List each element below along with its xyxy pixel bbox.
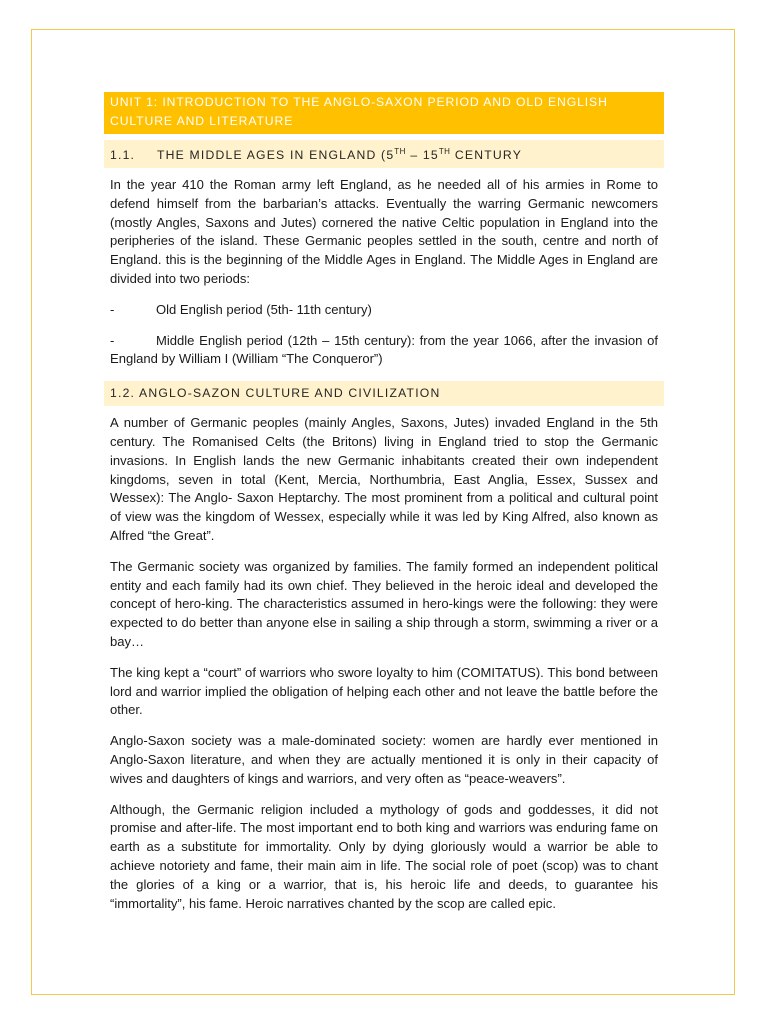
- section-number: 1.1.: [110, 148, 136, 162]
- document-body: [104, 92, 664, 925]
- bullet-dash: -: [110, 301, 115, 317]
- paragraph: The king kept a “court” of warriors who swore loyalty to him (COMITATUS). This bond between lord and warrior implied the obligation of helping each other and not leave the battle before the other.: [110, 664, 658, 718]
- section-title-part: THE MIDDLE AGES IN ENGLAND (5: [157, 148, 395, 162]
- bullet-dash: -: [110, 332, 115, 348]
- section-heading-1-2: 1.2. ANGLO-SAZON CULTURE AND CIVILIZATION: [104, 381, 664, 406]
- paragraph: A number of Germanic peoples (mainly Angles, Saxons, Jutes) invaded England in the 5th century. The Romanised Celts (the Britons) living in England tried to stop the Germanic invasions. In English lands the new Germanic inhabitants created their own independent kingdoms, seven in total (Kent, Mercia, Northumbria, East Anglia, Essex, Sussex and Wessex): The Anglo- Saxon Heptarchy. The most prominent from a political and cultural point of view was the kingdom of Wessex, especially while it was led by King Alfred, also known as Alfred “the Great”.: [110, 415, 658, 543]
- superscript: TH: [438, 147, 451, 156]
- paragraph: In the year 410 the Roman army left England, as he needed all of his armies in Rome to defend himself from the barbarian’s attacks. Eventually the warring Germanic newcomers (mostly Angles, Saxons and Jutes) cornered the native Celtic population in England into the peripheries of the island. These Germanic peoples settled in the south, centre and north of England. this is the beginning of the Middle Ages in England. The Middle Ages in England are divided into two periods:: [110, 177, 658, 286]
- list-item-text: Middle English period (12th – 15th century): from the year 1066, after the invasion of England by William I (William “The Conqueror”): [110, 332, 658, 367]
- section-title-part: – 15: [405, 148, 439, 162]
- unit-title: UNIT 1: INTRODUCTION TO THE ANGLO-SAXON PERIOD AND OLD ENGLISH CULTURE AND LITERATURE: [104, 92, 664, 134]
- paragraph: The Germanic society was organized by families. The family formed an independent political entity and each family had its own chief. They believed in the heroic ideal and developed the concept of hero-king. The characteristics assumed in hero-kings were the following: they were expected to do better than anyone else in sailing a ship through a storm, swimming a river or a bay…: [110, 558, 658, 649]
- section-title-part: CENTURY: [450, 148, 523, 162]
- superscript: TH: [394, 147, 406, 156]
- list-item-text: Old English period (5th- 11th century): [156, 301, 372, 317]
- section-heading-1-1: [104, 140, 664, 168]
- paragraph: Although, the Germanic religion included a mythology of gods and goddesses, it did not promise and after-life. The most important end to both king and warriors was enduring fame on earth as a substitute for immortality. Only by dying gloriously would a warrior be able to achieve notoriety and fame, their main aim in life. The social role of poet (scop) was to chant the glories of a king or a warrior, that is, his heroic life and deeds, to guarantee his “immortality”, his fame. Heroic narratives chanted by the scop are called epic.: [110, 801, 658, 911]
- list-item: [104, 332, 664, 370]
- paragraph: Anglo-Saxon society was a male-dominated society: women are hardly ever mentioned in Anglo-Saxon literature, and when they are actually mentioned it is only in their capacity of wives and daughters of kings and warriors, and very often as “peace-weavers”.: [110, 733, 658, 786]
- list-item: [104, 301, 664, 320]
